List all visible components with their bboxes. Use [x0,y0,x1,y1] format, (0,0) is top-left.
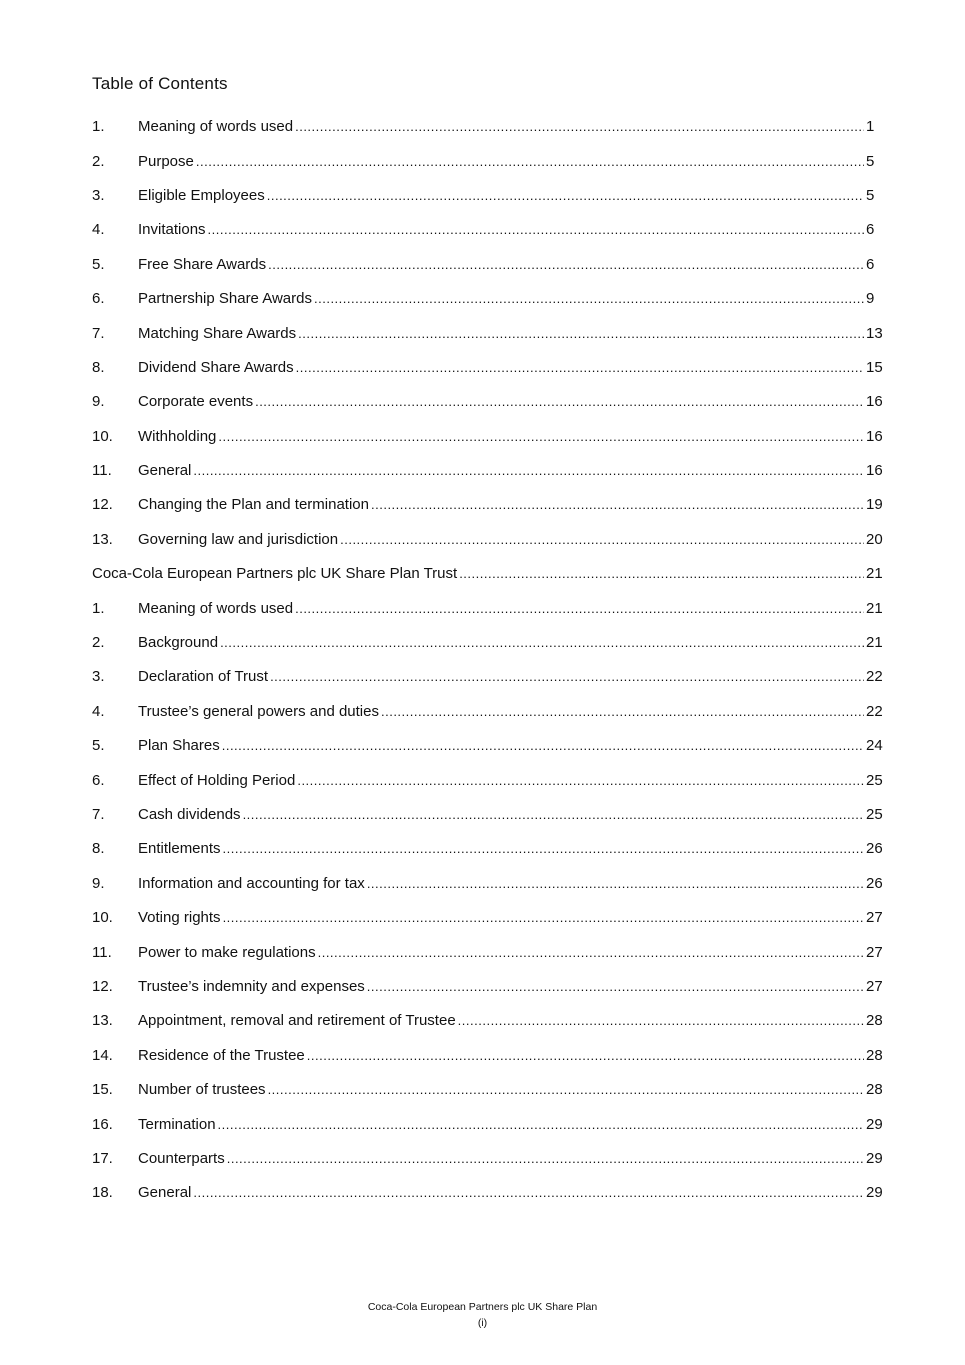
toc-entry-title[interactable]: Partnership Share Awards [138,290,312,308]
toc-entry[interactable] [92,935,883,969]
toc-entry-title[interactable]: Cash dividends [138,806,241,823]
toc-entry-page[interactable]: 27 [866,977,883,995]
toc-entry[interactable] [92,867,883,901]
toc-entry[interactable] [92,1039,883,1073]
toc-dot-leader [367,875,864,893]
toc-entry[interactable] [92,523,883,557]
toc-entry-number: 14. [92,1046,113,1064]
toc-entry-title[interactable]: Power to make regulations [138,943,316,961]
toc-entry-number: 16. [92,1115,113,1133]
toc-entry-page[interactable]: 19 [866,496,883,514]
toc-entry-number: 9. [92,874,105,892]
toc-entry-number: 5. [92,737,105,755]
toc-entry-number: 7. [92,806,105,823]
toc-entry-title[interactable]: Free Share Awards [138,255,267,273]
toc-dot-leader [381,703,864,721]
toc-entry-page[interactable]: 27 [866,943,883,961]
toc-entry-number: 18. [92,1184,113,1202]
toc-entry[interactable] [92,798,883,832]
toc-entry-title[interactable]: Entitlements [138,840,221,858]
toc-entry-title[interactable]: Appointment, removal and retirement of Trustee [138,1012,456,1030]
toc-entry-title[interactable]: Corporate events [138,393,254,411]
toc-dot-leader [208,221,864,239]
toc-entry-number: 5. [92,255,105,273]
toc-entry-title[interactable]: General [138,462,192,480]
toc-entry-number: 4. [92,702,105,720]
toc-entry-title[interactable]: Invitations [138,221,206,239]
toc-dot-leader [307,1047,864,1065]
toc-entry[interactable] [92,488,883,522]
toc-dot-leader [367,978,864,996]
toc-entry-title[interactable]: Dividend Share Awards [138,358,294,376]
toc-entry-number: 12. [92,496,113,514]
table-of-contents [92,110,883,1211]
toc-entry-page[interactable]: 21 [866,599,883,617]
toc-entry-title[interactable]: Information and accounting for tax [138,874,365,892]
toc-entry-page[interactable]: 26 [866,840,883,858]
toc-entry[interactable] [92,248,874,282]
toc-entry-title[interactable]: Termination [138,1115,216,1133]
toc-entry-number: 11. [92,462,112,480]
toc-entry[interactable] [92,385,883,419]
footer-page-number: (i) [477,1317,488,1329]
toc-dot-leader [222,737,864,755]
toc-dot-leader [268,1081,864,1099]
toc-entry-title[interactable]: Withholding [138,427,217,445]
toc-heading: Table of Contents [92,74,228,93]
toc-entry-page[interactable]: 25 [866,771,883,789]
toc-entry-page[interactable]: 1 [866,118,875,136]
toc-entry-page[interactable]: 28 [866,1081,883,1099]
toc-dot-leader [459,565,864,583]
toc-entry-page[interactable]: 5 [866,186,875,204]
toc-entry-title[interactable]: Trustee’s indemnity and expenses [138,977,365,995]
toc-entry-number: 11. [92,943,112,961]
toc-entry-page[interactable]: 6 [866,255,875,273]
toc-dot-leader [267,187,864,205]
toc-entry-page[interactable]: 16 [866,462,883,480]
toc-dot-leader [297,772,864,790]
toc-entry-page[interactable]: 28 [866,1012,883,1030]
toc-entry-page[interactable]: 20 [866,530,883,548]
toc-entry[interactable] [92,316,883,350]
toc-entry-page[interactable]: 15 [866,358,883,376]
toc-entry-page[interactable]: 29 [866,1149,883,1167]
toc-dot-leader [243,806,864,824]
toc-entry-page[interactable]: 5 [866,152,875,170]
toc-entry-number: 17. [92,1149,113,1167]
toc-entry-number: 1. [92,599,105,617]
toc-entry-title[interactable]: Changing the Plan and termination [138,496,369,514]
toc-entry-page[interactable]: 26 [866,874,883,892]
toc-dot-leader [223,909,864,927]
toc-entry-number: 6. [92,290,105,308]
toc-entry-number: 7. [92,324,105,342]
toc-entry[interactable] [92,591,883,625]
toc-entry[interactable] [92,144,874,178]
toc-entry-page[interactable]: 25 [866,806,883,823]
toc-entry-number: 12. [92,977,113,995]
toc-dot-leader [318,944,864,962]
toc-entry[interactable] [92,351,883,385]
toc-entry-page[interactable]: 29 [866,1115,883,1133]
toc-entry-page[interactable]: 9 [866,290,875,308]
toc-entry-title[interactable]: Governing law and jurisdiction [138,530,339,548]
toc-entry[interactable] [92,832,883,866]
toc-dot-leader [193,1184,864,1202]
toc-entry-number: 9. [92,393,105,411]
toc-entry-title[interactable]: Residence of the Trustee [138,1046,305,1064]
toc-entry[interactable] [92,1107,883,1141]
toc-dot-leader [340,531,864,549]
footer-document-title: Coca-Cola European Partners plc UK Share Plan [367,1301,598,1313]
toc-entry-title[interactable]: Background [138,634,219,652]
toc-dot-leader [298,325,864,343]
toc-entry-title[interactable]: Eligible Employees [138,186,265,204]
toc-entry-number: 8. [92,840,105,858]
toc-entry-page[interactable]: 27 [866,909,883,927]
toc-entry[interactable] [92,454,883,488]
toc-entry[interactable] [92,213,874,247]
toc-entry[interactable] [92,557,883,591]
toc-entry-title[interactable]: Plan Shares [138,737,220,755]
toc-dot-leader [223,840,864,858]
toc-dot-leader [218,1116,864,1134]
toc-entry-page[interactable]: 22 [866,668,883,686]
toc-entry[interactable] [92,420,883,454]
toc-entry-page[interactable]: 13 [866,324,883,342]
toc-entry[interactable] [92,1176,883,1210]
toc-entry-title[interactable]: Purpose [138,152,194,170]
toc-entry-page[interactable]: 28 [866,1046,883,1064]
toc-dot-leader [371,496,864,514]
toc-entry-page[interactable]: 16 [866,393,883,411]
toc-entry[interactable] [92,970,883,1004]
toc-entry[interactable] [92,1073,883,1107]
toc-entry-page[interactable]: 24 [866,737,883,755]
toc-entry[interactable] [92,626,883,660]
toc-entry-number: 13. [92,530,113,548]
toc-entry-number: 1. [92,118,105,136]
toc-entry[interactable] [92,110,874,144]
toc-entry-number: 3. [92,668,105,686]
toc-entry-title[interactable]: Effect of Holding Period [138,771,296,789]
toc-entry[interactable] [92,660,883,694]
toc-dot-leader [458,1012,864,1030]
toc-entry-number: 4. [92,221,105,239]
toc-dot-leader [295,600,864,618]
toc-entry-title[interactable]: Meaning of words used [138,118,294,136]
toc-dot-leader [295,118,864,136]
toc-entry[interactable] [92,179,874,213]
toc-entry-title[interactable]: Voting rights [138,909,221,927]
toc-entry[interactable] [92,763,883,797]
toc-entry-number: 2. [92,634,105,652]
toc-dot-leader [314,290,864,308]
toc-entry-number: 8. [92,358,105,376]
toc-entry[interactable] [92,1004,883,1038]
toc-entry[interactable] [92,695,883,729]
toc-entry-number: 13. [92,1012,113,1030]
toc-entry-page[interactable]: 16 [866,427,883,445]
toc-entry-title[interactable]: Meaning of words used [138,599,294,617]
toc-entry-title[interactable]: Declaration of Trust [138,668,269,686]
toc-dot-leader [270,668,864,686]
toc-dot-leader [218,428,864,446]
toc-dot-leader [193,462,864,480]
toc-dot-leader [220,634,864,652]
toc-entry[interactable] [92,282,874,316]
toc-entry-page[interactable]: 21 [866,634,883,652]
toc-entry-number: 10. [92,427,113,445]
toc-entry-page[interactable]: 22 [866,702,883,720]
toc-entry-title[interactable]: Matching Share Awards [138,324,297,342]
toc-entry-number: 6. [92,771,105,789]
toc-entry-title[interactable]: Counterparts [138,1149,225,1167]
toc-dot-leader [268,256,864,274]
toc-entry-page[interactable]: 6 [866,221,875,239]
toc-entry-title[interactable]: Coca-Cola European Partners plc UK Share Plan Trust [92,565,458,583]
toc-entry-page[interactable]: 29 [866,1184,883,1202]
toc-entry-title[interactable]: General [138,1184,192,1202]
toc-dot-leader [196,153,864,171]
toc-entry[interactable] [92,1142,883,1176]
toc-entry-number: 15. [92,1081,113,1099]
toc-entry-title[interactable]: Trustee’s general powers and duties [138,702,379,720]
toc-entry[interactable] [92,729,883,763]
toc-dot-leader [255,393,864,411]
toc-entry-title[interactable]: Number of trustees [138,1081,266,1099]
toc-entry-page[interactable]: 21 [866,565,883,583]
toc-entry-number: 3. [92,186,105,204]
toc-dot-leader [227,1150,864,1168]
toc-entry[interactable] [92,901,883,935]
toc-entry-number: 2. [92,152,105,170]
toc-dot-leader [296,359,864,377]
toc-entry-number: 10. [92,909,113,927]
